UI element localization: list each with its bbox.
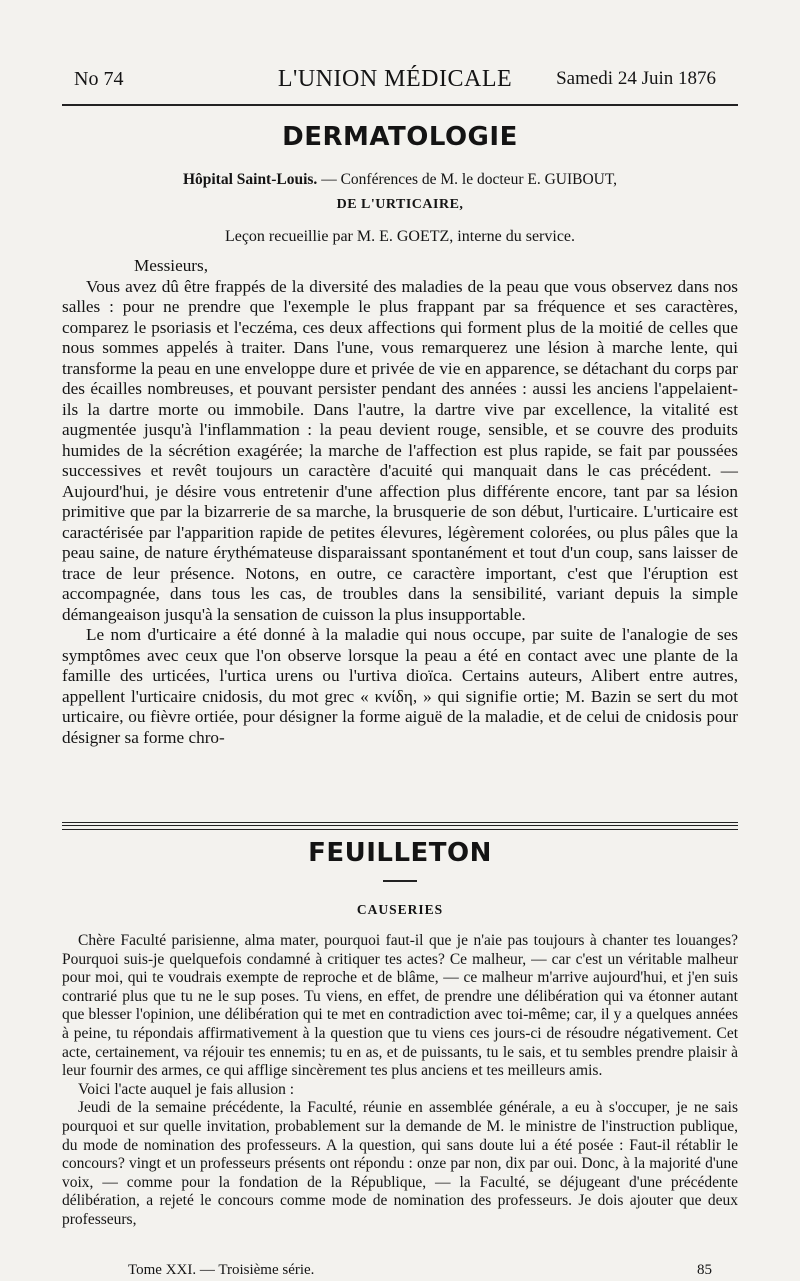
section-title-dermatologie: DERMATOLOGIE [282,122,518,152]
journal-title: L'UNION MÉDICALE [277,66,513,92]
paragraph: Vous avez dû être frappés de la diversité des maladies de la peau que vous observez dans nos salles : pour ne prendre que l'exemple le plus frappant par sa fréquence et ses caractères, comparez le psoriasis et l'eczéma, ces deux affections qui forment plus de la moitié de celles que nous sommes appelés à traiter. Dans l'une, vous remarquerez une lésion à marche lente, qui transforme la peau en une enveloppe dure et privée de vie en apparence, se détachant du corps par des écailles nombreuses, et pouvant persister pendant des années : aussi les anciens l'appelaient-ils la dartre morte ou immobile. Dans l'autre, la dartre vive par excellence, la vitalité est augmentée jusqu'à l'inflammation : la peau devient rouge, sensible, et se couvre des produits humides de la sécrétion exagérée; la marche de l'affection est plus rapide, se fait par poussées successives et revêt toujours un caractère d'acuité qui manquait dans le cas précédent. — Aujourd'hui, je désire vous entretenir d'une affection plus différente encore, tant par sa lésion primitive que par la bizarrerie de sa marche, la brusquerie de son début, l'urticaire. L'urticaire est caractérisée par l'apparition rapide de petites élevures, légèrement colorées, ou plus pâles que la peau saine, de nature érythémateuse disparaissant spontanément et tout d'un coup, sans laisser de trace de leur présence. Notons, en outre, ce caractère important, c'est que l'éruption est accompagnée, dans tous les cas, de troubles dans la sensibilité, variant depuis la simple démangeaison jusqu'à la sensation de cuisson la plus insupportable. [62,276,738,624]
issue-date: Samedi 24 Juin 1876 [556,68,716,89]
paragraph: Le nom d'urticaire a été donné à la maladie qui nous occupe, par suite de l'analogie de ses symptômes avec ceux que l'on observe lorsque la peau a été en contact avec une plante de la famille des urticées, l'urtica urens ou l'urtiva dioïca. Certains auteurs, Alibert entre autres, appellent l'urticaire cnidosis, du mot grec « κνίδη, » qui signifie ortie; M. Bazin se sert du mot urticaire, ou fièvre ortiée, pour désigner la forme aiguë de la maladie, et de celui de cnidosis pour désigner sa forme chro- [62,625,738,747]
paragraph: Voici l'acte auquel je fais allusion : [78,1080,295,1098]
feuilleton-divider [62,822,738,830]
lecture-byline: Leçon recueillie par M. E. GOETZ, interne du service. [224,228,576,245]
feuilleton-subtitle: CAUSERIES [356,902,444,917]
salutation: Messieurs, [134,256,208,275]
section-title-feuilleton: FEUILLETON [308,838,492,868]
lecture-body [62,256,738,748]
lecture-topic: DE L'URTICAIRE, [336,197,464,212]
paragraph: Chère Faculté parisienne, alma mater, pourquoi faut-il que je n'aie pas toujours à chanter tes louanges? Pourquoi suis-je quelquefois condamné à critiquer tes actes? Ce malheur, — car c'est un véritable malheur pour moi, qui te voudrais exempte de reproche et de blâme, — ce malheur m'arrive aujourd'hui, et j'en suis contrarié plus que tu ne le sup poses. Tu viens, en effet, de prendre une délibération qui va étonner autant que blesser l'opinion, une délibération qui te met en contradiction avec toi-même; car, il y a quelques années à peine, tu répondais affirmativement à la question que tu viens ces jours-ci de résoudre négativement. Cet acte, certainement, va réjouir tes ennemis; tu en as, et de puissants, tu le sais, et tu sembles prendre plaisir à leur fournir des armes, ce qui afflige sincèrement tes plus anciens et tes meilleurs amis. [62,932,738,1080]
issue-number: No 74 [74,68,124,90]
hospital-name: Hôpital Saint-Louis. [182,171,318,188]
running-header [74,64,716,94]
page-number: 85 [697,1262,712,1278]
conference-info: — Conférences de M. le docteur E. GUIBOUT, [321,171,618,188]
volume-info: Tome XXI. — Troisième série. [128,1262,315,1278]
header-rule [62,104,738,106]
feuilleton-body [62,932,738,1230]
title-rule [383,880,417,882]
hospital-line [62,171,738,189]
paragraph: Jeudi de la semaine précédente, la Faculté, réunie en assemblée générale, a eu à s'occuper, je ne sais pourquoi et sur quelle invitation, probablement sur la demande de M. le ministre de l'instruction publique, du mode de nomination des professeurs. A la question, qui sans doute lui a été posée : Faut-il rétablir le concours? vingt et un professeurs présents ont répondu : onze par non, dix par oui. Donc, à la majorité d'une voix, — comme pour la fondation de la République, — la Faculté, se déjugeant d'une précédente délibération, a rejeté le concours comme mode de nomination des professeurs. Je dois ajouter que deux professeurs, [62,1099,738,1228]
page-footer [128,1262,712,1280]
